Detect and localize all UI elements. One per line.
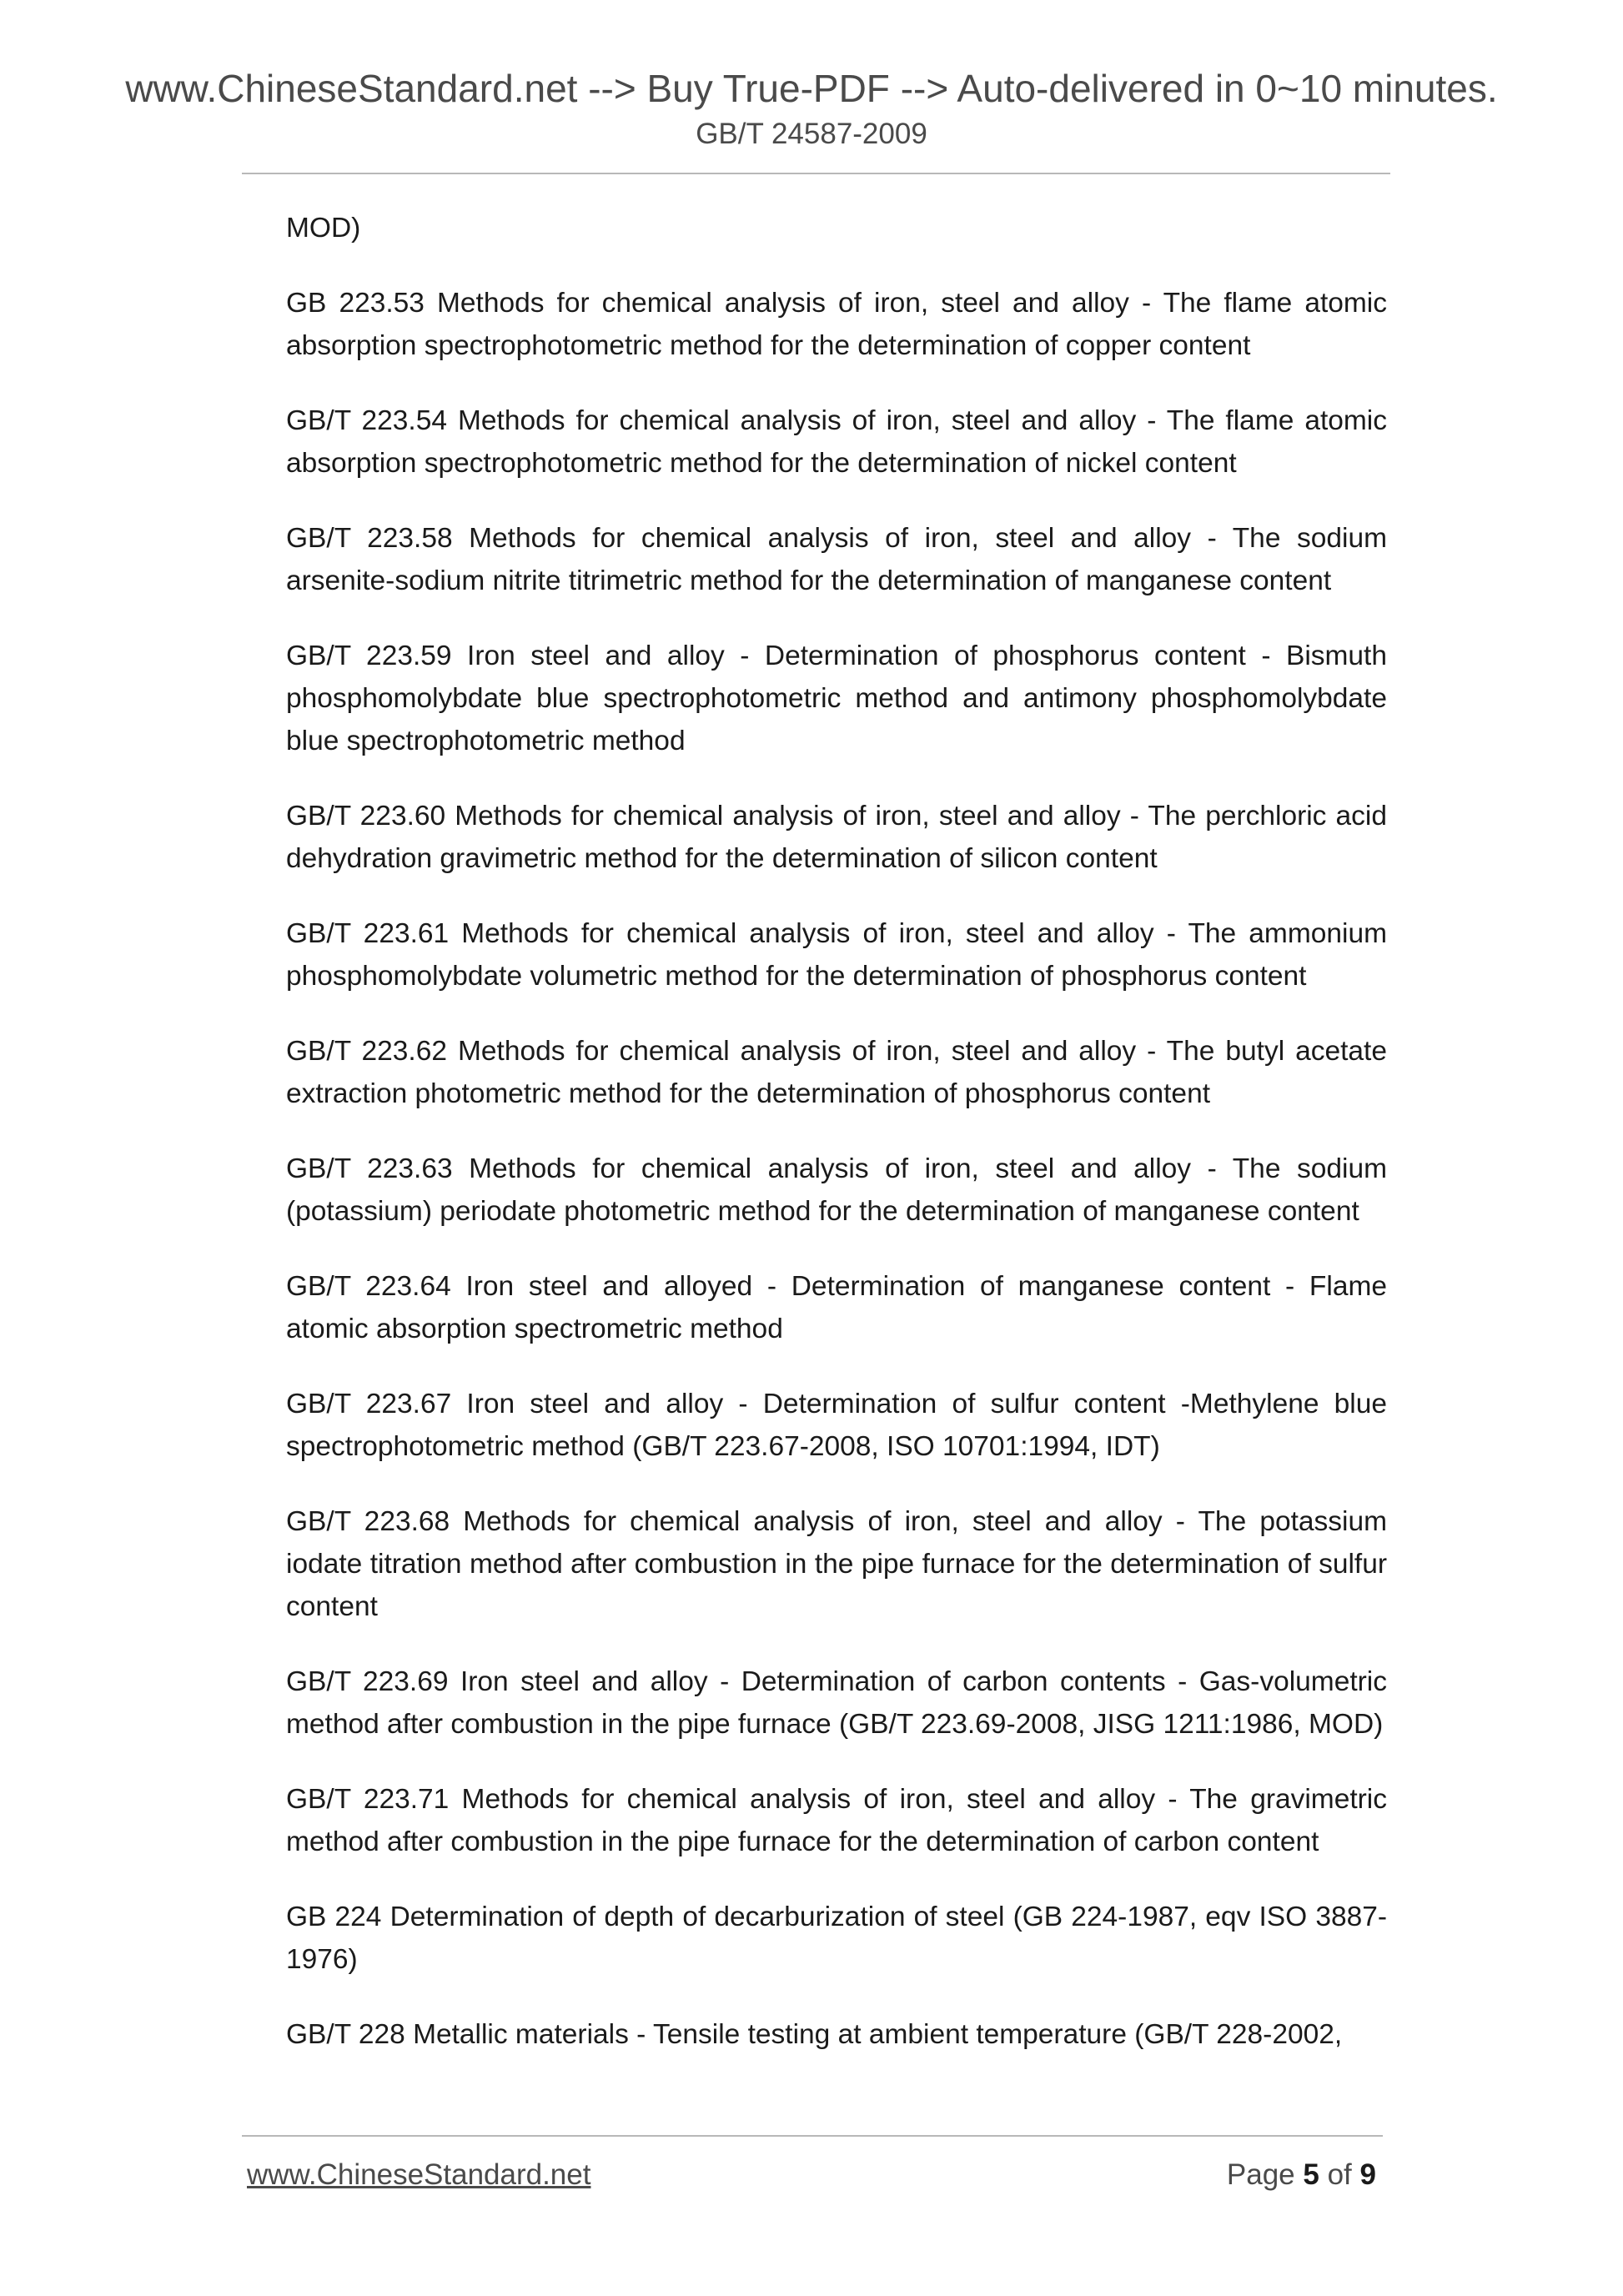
page-prefix: Page bbox=[1226, 2158, 1295, 2191]
paragraph: GB/T 223.63 Methods for chemical analysis of iron, steel and alloy - The sodium (potassium) periodate photometric method for the determination of manganese content bbox=[286, 1153, 1387, 1227]
document-code: GB/T 24587-2009 bbox=[696, 118, 927, 150]
paragraph: GB/T 223.71 Methods for chemical analysis of iron, steel and alloy - The gravimetric method after combustion in the pipe furnace for the determination of carbon content bbox=[286, 1784, 1387, 1857]
paragraph: GB 224 Determination of depth of decarburization of steel (GB 224-1987, eqv ISO 3887-1976) bbox=[286, 1902, 1387, 1975]
paragraph: GB/T 223.69 Iron steel and alloy - Determination of carbon contents - Gas-volumetric method after combustion in the pipe furnace (GB/T 223.69-2008, JISG 1211:1986, MOD) bbox=[286, 1666, 1387, 1740]
paragraph: GB/T 223.61 Methods for chemical analysis of iron, steel and alloy - The ammonium phosphomolybdate volumetric method for the determination of phosphorus content bbox=[286, 918, 1387, 992]
header-divider bbox=[242, 173, 1390, 174]
page-total: 9 bbox=[1359, 2158, 1376, 2191]
footer-divider bbox=[242, 2135, 1383, 2137]
paragraph: GB/T 223.67 Iron steel and alloy - Determination of sulfur content -Methylene blue spectrophotometric method (GB/T 223.67-2008, ISO 10701:1994, IDT) bbox=[286, 1389, 1387, 1462]
paragraph: GB/T 223.68 Methods for chemical analysis of iron, steel and alloy - The potassium iodate titration method after combustion in the pipe furnace for the determination of sulfur content bbox=[286, 1506, 1387, 1622]
paragraph: GB 223.53 Methods for chemical analysis of iron, steel and alloy - The flame atomic absorption spectrophotometric method for the determination of copper content bbox=[286, 288, 1387, 361]
page-of: of bbox=[1327, 2158, 1352, 2191]
paragraph: GB/T 223.54 Methods for chemical analysis of iron, steel and alloy - The flame atomic absorption spectrophotometric method for the determination of nickel content bbox=[286, 405, 1387, 479]
paragraph: GB/T 223.59 Iron steel and alloy - Determination of phosphorus content - Bismuth phosphomolybdate blue spectrophotometric method and antimony phosphomolybdate blue spectrophotometric method bbox=[286, 641, 1387, 756]
page-current: 5 bbox=[1303, 2158, 1319, 2191]
top-banner: www.ChineseStandard.net --> Buy True-PDF --> Auto-delivered in 0~10 minutes. bbox=[125, 67, 1498, 110]
paragraph: GB/T 223.58 Methods for chemical analysis of iron, steel and alloy - The sodium arsenite-sodium nitrite titrimetric method for the determination of manganese content bbox=[286, 523, 1387, 596]
paragraph: GB/T 223.60 Methods for chemical analysis of iron, steel and alloy - The perchloric acid dehydration gravimetric method for the determination of silicon content bbox=[286, 801, 1387, 874]
paragraph: MOD) bbox=[286, 213, 361, 244]
paragraph: GB/T 223.64 Iron steel and alloyed - Determination of manganese content - Flame atomic absorption spectrometric method bbox=[286, 1271, 1387, 1344]
document-body bbox=[286, 207, 1387, 2088]
footer-site-link[interactable]: www.ChineseStandard.net bbox=[247, 2158, 591, 2191]
page-indicator bbox=[1227, 2158, 1376, 2193]
paragraph: GB/T 223.62 Methods for chemical analysis of iron, steel and alloy - The butyl acetate extraction photometric method for the determination of phosphorus content bbox=[286, 1036, 1387, 1109]
paragraph: GB/T 228 Metallic materials - Tensile testing at ambient temperature (GB/T 228-2002, bbox=[286, 2019, 1343, 2050]
